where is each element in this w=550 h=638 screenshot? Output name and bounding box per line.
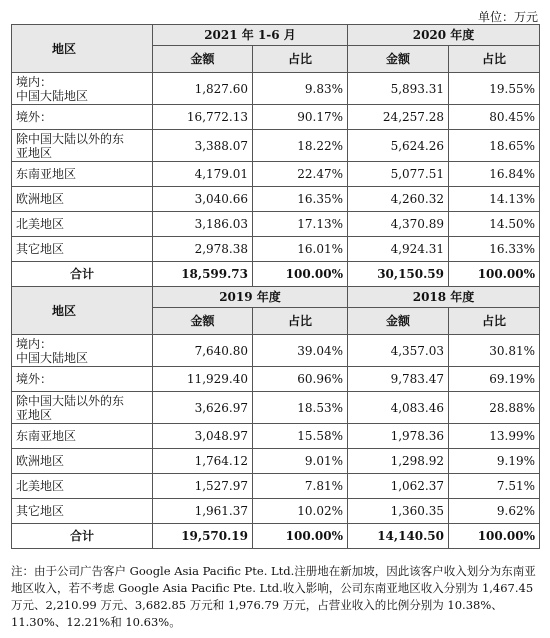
region-column-header: 地区	[12, 25, 153, 73]
share-cell: 10.02%	[253, 499, 348, 524]
table-row	[12, 187, 540, 212]
share-cell: 16.84%	[449, 162, 540, 187]
amount-cell: 3,186.03	[153, 212, 253, 237]
region-cell	[12, 130, 153, 162]
table-row	[12, 367, 540, 392]
share-cell: 16.01%	[253, 237, 348, 262]
region-table	[11, 24, 540, 549]
share-cell: 28.88%	[449, 392, 540, 424]
region-line: 除中国大陆以外的东	[16, 131, 125, 146]
region-line: 中国大陆地区	[16, 350, 89, 365]
amount-cell: 24,257.28	[348, 105, 449, 130]
share-cell: 9.01%	[253, 449, 348, 474]
amount-cell: 5,624.26	[348, 130, 449, 162]
total-share-cell: 100.00%	[449, 262, 540, 287]
amount-cell: 4,370.89	[348, 212, 449, 237]
share-cell: 9.83%	[253, 73, 348, 105]
region-cell: 欧洲地区	[12, 449, 153, 474]
period-header-2020: 2020 年度	[348, 25, 540, 46]
total-amount-cell: 14,140.50	[348, 524, 449, 549]
amount-cell: 3,040.66	[153, 187, 253, 212]
region-cell	[12, 335, 153, 367]
table-row	[12, 162, 540, 187]
table-row	[12, 449, 540, 474]
header-row-periods-1	[12, 25, 540, 46]
amount-cell: 7,640.80	[153, 335, 253, 367]
table-row	[12, 237, 540, 262]
share-cell: 16.33%	[449, 237, 540, 262]
region-line: 境内：	[16, 74, 53, 89]
share-column-header: 占比	[449, 46, 540, 73]
share-cell: 39.04%	[253, 335, 348, 367]
amount-cell: 1,827.60	[153, 73, 253, 105]
share-cell: 14.13%	[449, 187, 540, 212]
share-cell: 18.65%	[449, 130, 540, 162]
share-cell: 30.81%	[449, 335, 540, 367]
region-cell	[12, 392, 153, 424]
region-cell	[12, 73, 153, 105]
amount-cell: 1,527.97	[153, 474, 253, 499]
amount-cell: 9,783.47	[348, 367, 449, 392]
amount-cell: 3,388.07	[153, 130, 253, 162]
share-cell: 16.35%	[253, 187, 348, 212]
share-cell: 19.55%	[449, 73, 540, 105]
revenue-by-region-table	[11, 24, 539, 549]
region-cell: 境外：	[12, 367, 153, 392]
share-cell: 7.81%	[253, 474, 348, 499]
table-row	[12, 499, 540, 524]
region-cell: 东南亚地区	[12, 424, 153, 449]
total-amount-cell: 19,570.19	[153, 524, 253, 549]
amount-cell: 1,298.92	[348, 449, 449, 474]
total-share-cell: 100.00%	[253, 524, 348, 549]
share-cell: 60.96%	[253, 367, 348, 392]
table-row	[12, 474, 540, 499]
total-row	[12, 524, 540, 549]
amount-column-header: 金额	[348, 308, 449, 335]
amount-cell: 5,077.51	[348, 162, 449, 187]
amount-cell: 2,978.38	[153, 237, 253, 262]
region-line: 境内：	[16, 336, 53, 351]
total-label: 合计	[12, 524, 153, 549]
footnote: 注：由于公司广告客户 Google Asia Pacific Pte. Ltd.注册地在新加坡，因此该客户收入划分为东南亚地区收入，若不考虑 Google Asia Pacific Pte. Ltd.收入影响，公司东南亚地区收入分别为 1,467.45 万元、2,210.99 万元、3,682.85 万元和 1,976.79 万元，占营业收入的比例分别为 10.38%、11.30%、12.21%和 10.63%。	[11, 564, 536, 629]
amount-cell: 1,062.37	[348, 474, 449, 499]
amount-column-header: 金额	[348, 46, 449, 73]
unit-label: 单位：万元	[477, 10, 538, 24]
share-column-header: 占比	[449, 308, 540, 335]
region-cell: 北美地区	[12, 474, 153, 499]
total-amount-cell: 30,150.59	[348, 262, 449, 287]
header-row-periods-2	[12, 287, 540, 308]
period-header-2019: 2019 年度	[153, 287, 348, 308]
share-column-header: 占比	[253, 46, 348, 73]
region-line: 除中国大陆以外的东	[16, 393, 125, 408]
total-share-cell: 100.00%	[449, 524, 540, 549]
table-row	[12, 424, 540, 449]
amount-cell: 16,772.13	[153, 105, 253, 130]
total-row	[12, 262, 540, 287]
amount-cell: 1,360.35	[348, 499, 449, 524]
table-row	[12, 335, 540, 367]
amount-cell: 1,961.37	[153, 499, 253, 524]
amount-cell: 4,083.46	[348, 392, 449, 424]
amount-cell: 4,260.32	[348, 187, 449, 212]
amount-cell: 4,924.31	[348, 237, 449, 262]
region-line: 亚地区	[16, 145, 53, 160]
total-label: 合计	[12, 262, 153, 287]
region-cell: 其它地区	[12, 499, 153, 524]
region-cell: 东南亚地区	[12, 162, 153, 187]
share-cell: 18.22%	[253, 130, 348, 162]
region-line: 亚地区	[16, 407, 53, 422]
table-row	[12, 105, 540, 130]
share-cell: 18.53%	[253, 392, 348, 424]
amount-cell: 3,626.97	[153, 392, 253, 424]
region-line: 中国大陆地区	[16, 88, 89, 103]
table-row	[12, 212, 540, 237]
share-column-header: 占比	[253, 308, 348, 335]
region-cell: 北美地区	[12, 212, 153, 237]
share-cell: 69.19%	[449, 367, 540, 392]
total-amount-cell: 18,599.73	[153, 262, 253, 287]
share-cell: 15.58%	[253, 424, 348, 449]
share-cell: 7.51%	[449, 474, 540, 499]
region-column-header: 地区	[12, 287, 153, 335]
share-cell: 80.45%	[449, 105, 540, 130]
table-row	[12, 130, 540, 162]
share-cell: 22.47%	[253, 162, 348, 187]
period-header-2021h1: 2021 年 1-6 月	[153, 25, 348, 46]
region-cell: 境外：	[12, 105, 153, 130]
share-cell: 9.62%	[449, 499, 540, 524]
amount-column-header: 金额	[153, 46, 253, 73]
share-cell: 90.17%	[253, 105, 348, 130]
share-cell: 14.50%	[449, 212, 540, 237]
share-cell: 9.19%	[449, 449, 540, 474]
amount-column-header: 金额	[153, 308, 253, 335]
region-cell: 欧洲地区	[12, 187, 153, 212]
amount-cell: 3,048.97	[153, 424, 253, 449]
amount-cell: 4,179.01	[153, 162, 253, 187]
table-row	[12, 392, 540, 424]
period-header-2018: 2018 年度	[348, 287, 540, 308]
share-cell: 17.13%	[253, 212, 348, 237]
region-cell: 其它地区	[12, 237, 153, 262]
amount-cell: 5,893.31	[348, 73, 449, 105]
amount-cell: 4,357.03	[348, 335, 449, 367]
share-cell: 13.99%	[449, 424, 540, 449]
amount-cell: 1,978.36	[348, 424, 449, 449]
amount-cell: 1,764.12	[153, 449, 253, 474]
total-share-cell: 100.00%	[253, 262, 348, 287]
amount-cell: 11,929.40	[153, 367, 253, 392]
table-row	[12, 73, 540, 105]
